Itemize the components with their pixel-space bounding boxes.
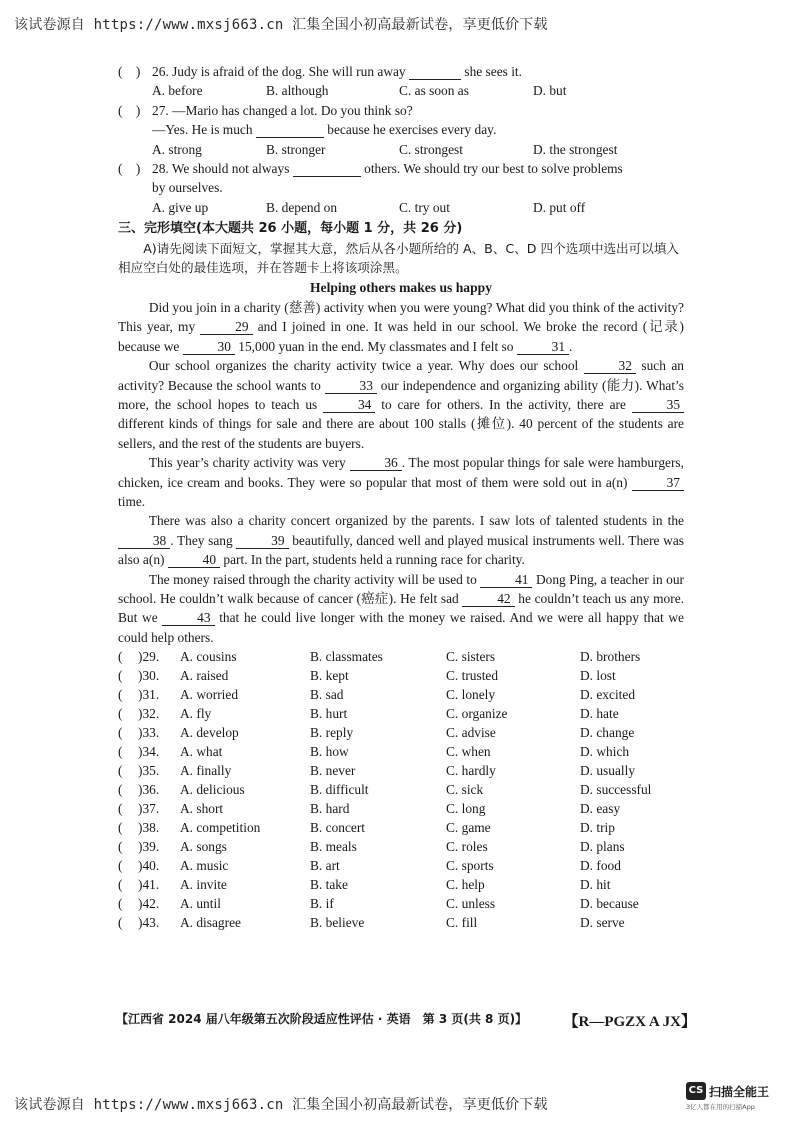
option-a: A. finally [180, 763, 232, 779]
option-c: C. advise [446, 725, 496, 741]
scanner-tagline: 3亿人都在用的扫描App [686, 1103, 755, 1112]
option-num: )39. [138, 839, 160, 855]
option-row [118, 742, 684, 761]
option-a: A. raised [180, 668, 229, 684]
option-c: C. when [446, 744, 491, 760]
option-c: C. help [446, 877, 485, 893]
option-c: C. sisters [446, 649, 496, 665]
option-a: A. delicious [180, 782, 245, 798]
blank-41: 41 [480, 572, 532, 588]
option-a: A. competition [180, 820, 261, 836]
option-row [118, 913, 684, 932]
option-b: B. sad [310, 687, 344, 703]
answer-bracket: ( ) [118, 102, 141, 118]
blank-33: 33 [325, 378, 377, 394]
option-b: B. take [310, 877, 348, 893]
option-d: D. brothers [580, 649, 641, 665]
option-row [118, 799, 684, 818]
answer-bracket: ( [118, 668, 123, 684]
question-26: ( ) 26. Judy is afraid of the dog. She will run away she sees it. [118, 62, 684, 81]
option-d: D. easy [580, 801, 621, 817]
blank-34: 34 [323, 397, 375, 413]
option-a: A. develop [180, 725, 239, 741]
option-num: )40. [138, 858, 160, 874]
question-27-line2: —Yes. He is much because he exercises every day. [152, 122, 497, 138]
passage-title: Helping others makes us happy [309, 280, 493, 296]
question-26-options: A. before B. although C. as soon as D. but [152, 83, 567, 99]
option-b: B. art [310, 858, 340, 874]
option-c: C. long [446, 801, 486, 817]
section-heading: 三、完形填空(本大题共 26 小题，每小题 1 分，共 26 分) [118, 221, 463, 237]
option-d: D. successful [580, 782, 652, 798]
option-row [118, 704, 684, 723]
option-num: )42. [138, 896, 160, 912]
option-row [118, 818, 684, 837]
bottom-watermark-banner: 该试卷源自 https://www.mxsj663.cn 汇集全国小初高最新试卷，享更低价下载 [14, 1097, 548, 1113]
option-a: A. short [180, 801, 224, 817]
answer-bracket: ( [118, 877, 123, 893]
option-row [118, 666, 684, 685]
passage-paragraph-5: The money raised through the charity activity will be used to 41 Dong Ping, a teacher in our school. He couldn’t walk because of cancer (癌症). He felt sad 42 he couldn’t teach us any more. But we 43 that he could live longer with the money we raised. And we were all happy that we could help others. [118, 571, 684, 645]
option-d: D. which [580, 744, 630, 760]
option-num: )35. [138, 763, 160, 779]
blank-38: 38 [118, 533, 170, 549]
blank-39: 39 [236, 533, 288, 549]
option-b: B. believe [310, 915, 365, 931]
option-a: A. invite [180, 877, 227, 893]
passage-paragraph-1: Did you join in a charity (慈善) activity when you were young? What did you think of the activity? This year, my 29 and I joined in one. It was held in our school. We broke the record (记录) because we 30 15,000 yuan in the end. My classmates and I felt so 31 . [118, 299, 684, 354]
blank-30: 30 [183, 339, 235, 355]
option-c: C. sports [446, 858, 494, 874]
answer-bracket: ( ) [118, 64, 141, 79]
option-b: B. reply [310, 725, 354, 741]
option-row [118, 856, 684, 875]
option-b: B. classmates [310, 649, 383, 665]
option-num: )32. [138, 706, 160, 722]
option-d: D. usually [580, 763, 636, 779]
option-num: )30. [138, 668, 160, 684]
option-a: A. until [180, 896, 221, 912]
question-27-options: A. strong B. stronger C. strongest D. the strongest [152, 141, 618, 157]
option-b: B. meals [310, 839, 357, 855]
blank-32: 32 [584, 358, 636, 374]
passage-paragraph-4: There was also a charity concert organized by the parents. I saw lots of talented students in the 38 . They sang 39 beautifully, danced well and played musical instruments well. There was also a(n) 40 part. In the part, students held a running race for charity. [118, 513, 684, 568]
scanner-name: 扫描全能王 [709, 1084, 770, 1099]
answer-bracket: ( [118, 858, 123, 874]
option-row [118, 761, 684, 780]
option-d: D. hate [580, 706, 619, 722]
blank-40: 40 [168, 552, 220, 568]
option-a: A. cousins [180, 649, 237, 665]
option-num: )34. [138, 744, 160, 760]
option-num: )33. [138, 725, 160, 741]
blank [293, 161, 361, 177]
option-a: A. music [180, 858, 229, 874]
option-b: B. if [310, 896, 334, 912]
option-b: B. hurt [310, 706, 348, 722]
option-d: D. change [580, 725, 635, 741]
option-c: C. roles [446, 839, 488, 855]
option-row [118, 894, 684, 913]
option-c: C. hardly [446, 763, 496, 779]
answer-bracket: ( [118, 896, 123, 912]
option-d: D. excited [580, 687, 636, 703]
option-d: D. because [580, 896, 639, 912]
option-a: A. worried [180, 687, 239, 703]
blank [256, 122, 324, 138]
option-a: A. fly [180, 706, 212, 722]
scanner-logo [686, 1082, 786, 1111]
blank-42: 42 [462, 591, 514, 607]
answer-bracket: ( [118, 649, 123, 665]
passage-paragraph-3: This year’s charity activity was very 36 . The most popular things for sale were hamburgers, chicken, ice cream and books. They were so popular that most of them were sold out in a(n) 37 time. [118, 455, 684, 509]
option-row [118, 875, 684, 894]
answer-bracket: ( [118, 687, 123, 703]
option-c: C. sick [446, 782, 484, 798]
option-num: )36. [138, 782, 160, 798]
option-d: D. food [580, 858, 621, 874]
question-28-options: A. give up B. depend on C. try out D. put off [152, 199, 586, 215]
exam-page [118, 62, 684, 932]
page-footer [116, 1010, 696, 1031]
passage-paragraph-2: Our school organizes the charity activity twice a year. Why does our school 32 such an activity? Because the school wants to 33 our independence and organizing ability (能力). What’s more, the school hopes to teach us 34 to care for others. In the activity, there are 35 different kinds of things for sale and there are about 100 stalls (摊位). 40 percent of the students are sellers, and the rest of the students are buyers. [118, 358, 684, 451]
option-num: )37. [138, 801, 160, 817]
answer-bracket: ( ) [118, 161, 141, 177]
question-28: ( ) 28. We should not always others. We should try our best to solve problems [118, 159, 684, 178]
option-num: )43. [138, 915, 160, 931]
option-num: )41. [138, 877, 160, 893]
blank-36: 36 [350, 455, 402, 471]
option-c: C. trusted [446, 668, 499, 684]
blank-35: 35 [632, 397, 684, 413]
option-c: C. organize [446, 706, 508, 722]
option-d: D. lost [580, 668, 616, 684]
blank-31: 31 [517, 339, 569, 355]
question-28-line2: by ourselves. [152, 180, 223, 196]
option-c: C. lonely [446, 687, 496, 703]
option-b: B. kept [310, 668, 349, 684]
answer-bracket: ( [118, 820, 123, 836]
option-d: D. hit [580, 877, 611, 893]
answer-bracket: ( [118, 744, 123, 760]
footer-exam-code: 【R—PGZX A JX】 [563, 1014, 696, 1030]
option-row [118, 723, 684, 742]
answer-bracket: ( [118, 915, 123, 931]
option-a: A. what [180, 744, 223, 760]
option-a: A. disagree [180, 915, 241, 931]
answer-bracket: ( [118, 782, 123, 798]
answer-bracket: ( [118, 801, 123, 817]
option-row [118, 685, 684, 704]
option-d: D. serve [580, 915, 625, 931]
answer-options-list [118, 647, 684, 932]
camscanner-icon: CS [686, 1082, 706, 1100]
blank [409, 64, 461, 80]
option-a: A. songs [180, 839, 227, 855]
footer-exam-info: 【江西省 2024 届八年级第五次阶段适应性评估 · 英语 第 3 页(共 8 页)】 [116, 1012, 528, 1026]
option-b: B. never [310, 763, 356, 779]
blank-29: 29 [200, 319, 252, 335]
blank-37: 37 [632, 475, 684, 491]
answer-bracket: ( [118, 839, 123, 855]
question-27: ( ) 27. —Mario has changed a lot. Do you think so? [118, 101, 684, 120]
option-c: C. game [446, 820, 491, 836]
instruction-text: A)请先阅读下面短文，掌握其大意，然后从各小题所给的 A、B、C、D 四个选项中选出可以填入相应空白处的最佳选项，并在答题卡上将该项涂黑。 [118, 240, 680, 276]
option-row [118, 837, 684, 856]
option-row [118, 647, 684, 666]
option-c: C. unless [446, 896, 496, 912]
answer-bracket: ( [118, 763, 123, 779]
option-b: B. concert [310, 820, 366, 836]
option-num: )31. [138, 687, 160, 703]
option-d: D. trip [580, 820, 615, 836]
answer-bracket: ( [118, 725, 123, 741]
blank-43: 43 [162, 610, 214, 626]
option-b: B. how [310, 744, 349, 760]
option-row [118, 780, 684, 799]
option-c: C. fill [446, 915, 478, 931]
option-num: )29. [138, 649, 160, 665]
option-b: B. hard [310, 801, 350, 817]
option-b: B. difficult [310, 782, 369, 798]
top-watermark-banner: 该试卷源自 https://www.mxsj663.cn 汇集全国小初高最新试卷，享更低价下载 [14, 17, 548, 33]
option-num: )38. [138, 820, 160, 836]
option-d: D. plans [580, 839, 625, 855]
answer-bracket: ( [118, 706, 123, 722]
